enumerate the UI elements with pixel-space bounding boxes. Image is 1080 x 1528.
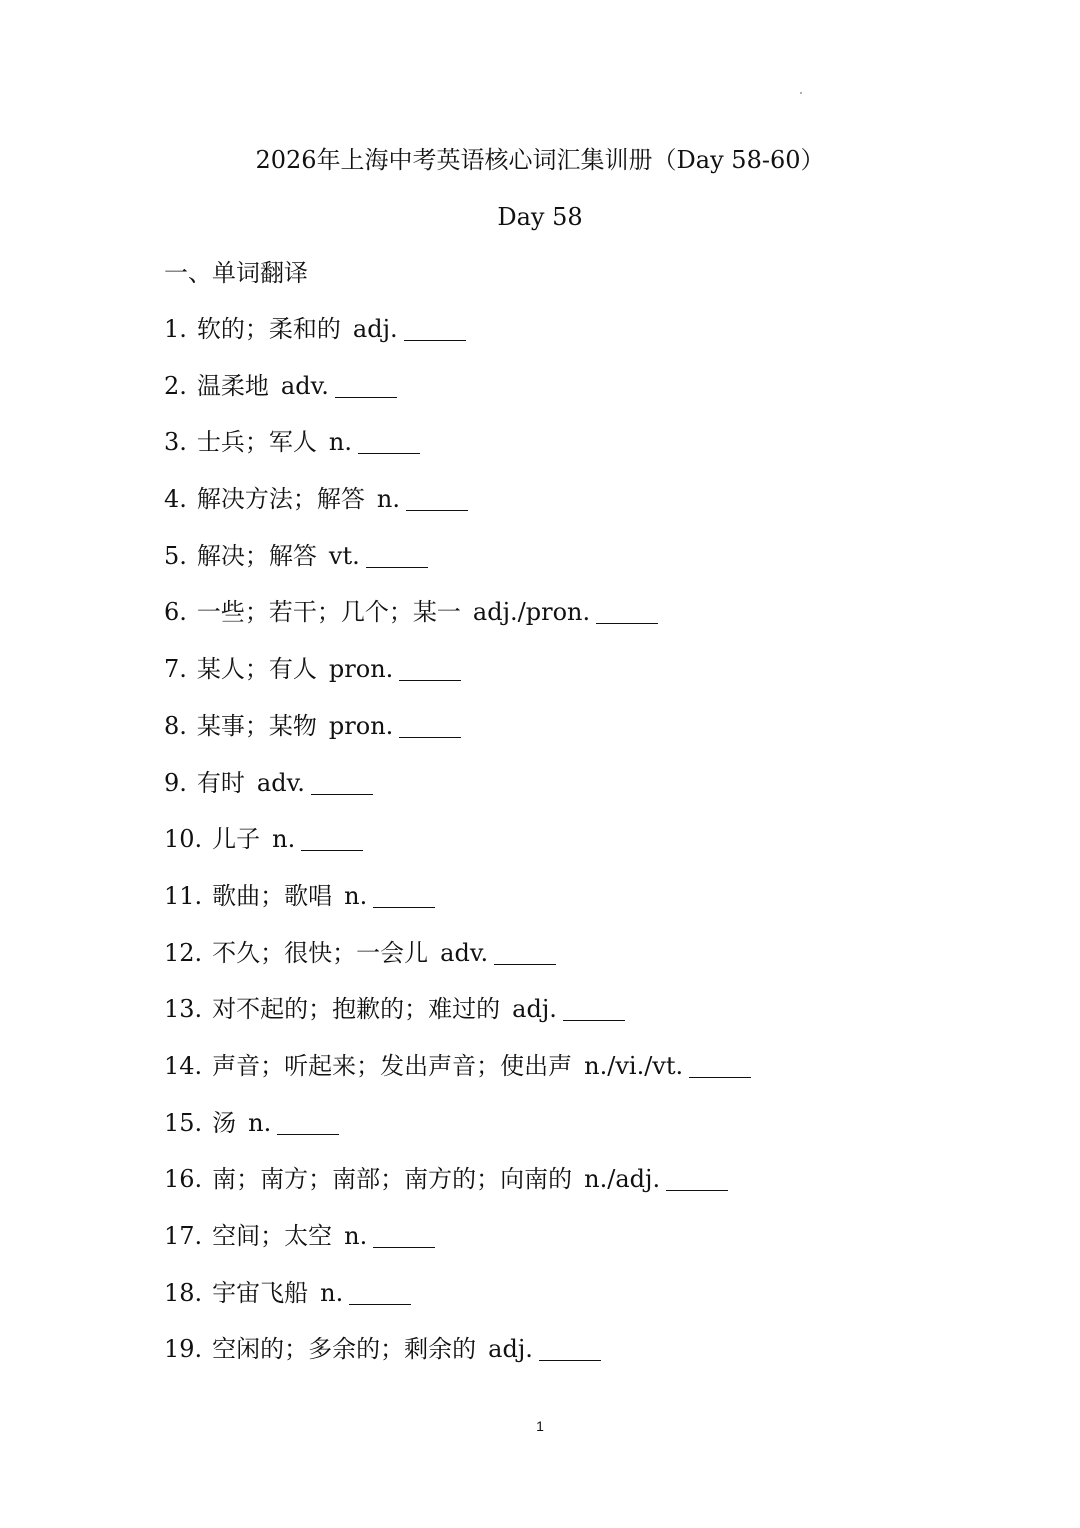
answer-blank[interactable] <box>689 1053 751 1078</box>
vocab-item <box>164 1050 751 1107</box>
item-number: 2. <box>164 371 187 400</box>
item-chinese-meaning: 温柔地 <box>196 371 269 400</box>
item-number: 4. <box>164 485 187 514</box>
answer-blank[interactable] <box>373 1223 435 1248</box>
vocab-item <box>164 1220 751 1277</box>
vocab-item <box>164 767 751 824</box>
item-chinese-meaning: 声音；听起来；发出声音；使出声 <box>212 1051 573 1080</box>
item-number: 9. <box>164 768 187 797</box>
item-number: 7. <box>164 655 187 684</box>
item-part-of-speech: n. <box>248 1108 272 1137</box>
item-part-of-speech: adj. <box>512 995 557 1024</box>
item-chinese-meaning: 不久；很快；一会儿 <box>212 938 429 967</box>
answer-blank[interactable] <box>404 316 466 341</box>
item-part-of-speech: pron. <box>328 711 394 740</box>
item-part-of-speech: adv. <box>256 768 305 797</box>
answer-blank[interactable] <box>399 656 461 681</box>
item-chinese-meaning: 儿子 <box>212 825 261 854</box>
speck-mark <box>800 92 802 94</box>
item-part-of-speech: adj./pron. <box>472 598 591 627</box>
item-number: 6. <box>164 598 187 627</box>
answer-blank[interactable] <box>366 543 428 568</box>
item-number: 16. <box>164 1165 203 1194</box>
item-part-of-speech: adj. <box>488 1335 533 1364</box>
item-number: 5. <box>164 541 187 570</box>
answer-blank[interactable] <box>277 1110 339 1135</box>
document-title: 2026年上海中考英语核心词汇集训册（Day 58-60） <box>255 146 825 174</box>
item-chinese-meaning: 歌曲；歌唱 <box>212 881 333 910</box>
vocab-item <box>164 1333 751 1390</box>
item-part-of-speech: n. <box>328 428 352 457</box>
item-chinese-meaning: 有时 <box>196 768 245 797</box>
item-chinese-meaning: 对不起的；抱歉的；难过的 <box>212 995 501 1024</box>
item-chinese-meaning: 士兵；军人 <box>196 428 317 457</box>
item-chinese-meaning: 某事；某物 <box>196 711 317 740</box>
item-chinese-meaning: 软的；柔和的 <box>196 315 341 343</box>
item-number: 13. <box>164 995 203 1024</box>
vocab-item <box>164 313 751 370</box>
item-chinese-meaning: 解决方法；解答 <box>196 485 365 514</box>
item-number: 17. <box>164 1222 203 1250</box>
vocab-item <box>164 993 751 1050</box>
answer-blank[interactable] <box>494 940 556 965</box>
page-number: 1 <box>536 1418 544 1434</box>
answer-blank[interactable] <box>358 429 420 454</box>
vocab-item <box>164 880 751 937</box>
item-part-of-speech: pron. <box>328 655 394 684</box>
item-part-of-speech: n. <box>320 1278 344 1307</box>
item-chinese-meaning: 南；南方；南部；南方的；向南的 <box>212 1165 573 1194</box>
vocab-item <box>164 483 751 540</box>
vocab-item <box>164 426 751 483</box>
day-heading: Day 58 <box>497 203 583 231</box>
vocab-item <box>164 937 751 994</box>
item-part-of-speech: n. <box>344 1222 368 1250</box>
answer-blank[interactable] <box>563 996 625 1021</box>
item-number: 19. <box>164 1335 203 1364</box>
item-number: 8. <box>164 711 187 740</box>
vocab-item <box>164 1277 751 1334</box>
item-number: 18. <box>164 1278 203 1307</box>
item-chinese-meaning: 汤 <box>212 1108 237 1137</box>
vocab-item <box>164 370 751 427</box>
vocab-item <box>164 653 751 710</box>
answer-blank[interactable] <box>349 1280 411 1305</box>
answer-blank[interactable] <box>596 599 658 624</box>
item-chinese-meaning: 空间；太空 <box>212 1222 333 1250</box>
item-part-of-speech: adv. <box>280 371 329 400</box>
item-part-of-speech: n. <box>344 881 368 910</box>
item-chinese-meaning: 宇宙飞船 <box>212 1278 309 1307</box>
section-heading: 一、单词翻译 <box>164 259 308 287</box>
item-number: 11. <box>164 881 203 910</box>
item-number: 15. <box>164 1108 203 1137</box>
answer-blank[interactable] <box>335 373 397 398</box>
item-part-of-speech: vt. <box>328 541 360 570</box>
item-number: 3. <box>164 428 187 457</box>
item-part-of-speech: adj. <box>352 315 398 343</box>
item-number: 12. <box>164 938 203 967</box>
answer-blank[interactable] <box>666 1166 728 1191</box>
item-number: 14. <box>164 1051 203 1080</box>
item-chinese-meaning: 空闲的；多余的；剩余的 <box>212 1335 477 1364</box>
vocab-item <box>164 710 751 767</box>
answer-blank[interactable] <box>311 770 373 795</box>
item-number: 10. <box>164 825 203 854</box>
item-part-of-speech: n. <box>272 825 296 854</box>
vocab-item <box>164 1107 751 1164</box>
answer-blank[interactable] <box>539 1336 601 1361</box>
item-part-of-speech: n./vi./vt. <box>584 1051 684 1080</box>
vocab-item <box>164 823 751 880</box>
vocabulary-list <box>164 313 751 1390</box>
item-part-of-speech: adv. <box>440 938 489 967</box>
vocab-item <box>164 596 751 653</box>
item-chinese-meaning: 某人；有人 <box>196 655 317 684</box>
vocab-item <box>164 540 751 597</box>
answer-blank[interactable] <box>406 486 468 511</box>
item-chinese-meaning: 解决；解答 <box>196 541 317 570</box>
item-part-of-speech: n. <box>376 485 400 514</box>
answer-blank[interactable] <box>373 883 435 908</box>
answer-blank[interactable] <box>399 713 461 738</box>
item-chinese-meaning: 一些；若干；几个；某一 <box>196 598 461 627</box>
item-number: 1. <box>164 315 187 343</box>
item-part-of-speech: n./adj. <box>584 1165 661 1194</box>
answer-blank[interactable] <box>301 826 363 851</box>
vocab-item <box>164 1163 751 1220</box>
